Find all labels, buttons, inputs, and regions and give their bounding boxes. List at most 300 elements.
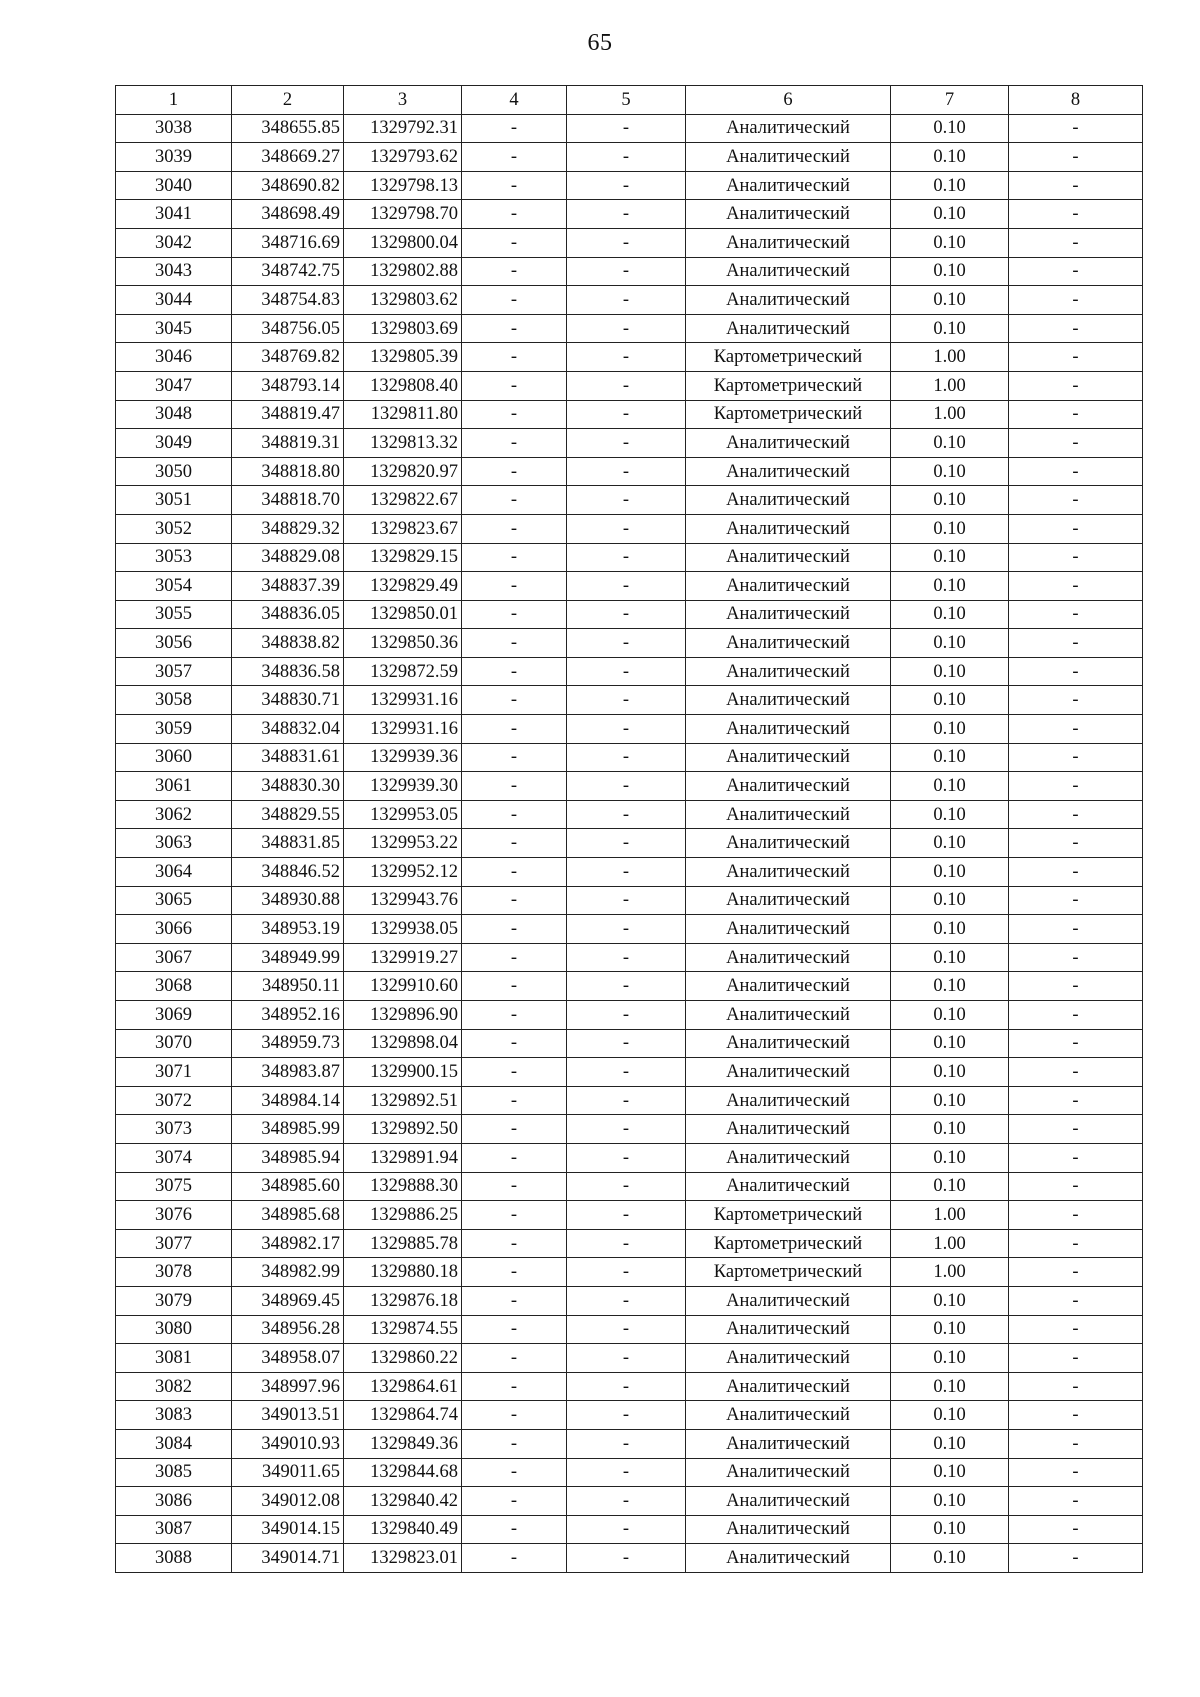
y-coordinate-cell: 1329864.74 [344, 1401, 462, 1430]
table-row [116, 371, 1143, 400]
x-coordinate-cell: 348952.16 [232, 1001, 344, 1030]
point-number-cell: 3077 [116, 1229, 232, 1258]
table-row [116, 800, 1143, 829]
column-4-cell: - [462, 772, 567, 801]
table-row [116, 1401, 1143, 1430]
column-4-cell: - [462, 600, 567, 629]
point-number-cell: 3085 [116, 1458, 232, 1487]
x-coordinate-cell: 348846.52 [232, 858, 344, 887]
table-row [116, 1143, 1143, 1172]
x-coordinate-cell: 348831.85 [232, 829, 344, 858]
y-coordinate-cell: 1329888.30 [344, 1172, 462, 1201]
accuracy-cell: 0.10 [891, 1401, 1009, 1430]
table-row [116, 286, 1143, 315]
column-4-cell: - [462, 514, 567, 543]
column-4-cell: - [462, 1115, 567, 1144]
table-row [116, 1201, 1143, 1230]
x-coordinate-cell: 348836.58 [232, 657, 344, 686]
column-4-cell: - [462, 1172, 567, 1201]
column-4-cell: - [462, 1372, 567, 1401]
column-5-cell: - [567, 1286, 686, 1315]
column-5-cell: - [567, 314, 686, 343]
column-4-cell: - [462, 1458, 567, 1487]
point-number-cell: 3054 [116, 572, 232, 601]
column-8-cell: - [1009, 743, 1143, 772]
y-coordinate-cell: 1329840.49 [344, 1515, 462, 1544]
column-8-cell: - [1009, 543, 1143, 572]
table-row [116, 629, 1143, 658]
x-coordinate-cell: 348831.61 [232, 743, 344, 772]
point-number-cell: 3057 [116, 657, 232, 686]
y-coordinate-cell: 1329792.31 [344, 114, 462, 143]
y-coordinate-cell: 1329864.61 [344, 1372, 462, 1401]
point-number-cell: 3045 [116, 314, 232, 343]
x-coordinate-cell: 349012.08 [232, 1487, 344, 1516]
point-number-cell: 3059 [116, 715, 232, 744]
table-row [116, 1487, 1143, 1516]
x-coordinate-cell: 348829.55 [232, 800, 344, 829]
accuracy-cell: 0.10 [891, 200, 1009, 229]
page-number: 65 [587, 30, 613, 56]
column-5-cell: - [567, 1258, 686, 1287]
table-row [116, 686, 1143, 715]
column-5-cell: - [567, 800, 686, 829]
y-coordinate-cell: 1329931.16 [344, 686, 462, 715]
point-number-cell: 3081 [116, 1344, 232, 1373]
point-number-cell: 3069 [116, 1001, 232, 1030]
method-cell: Аналитический [686, 657, 891, 686]
accuracy-cell: 0.10 [891, 572, 1009, 601]
column-4-cell: - [462, 1344, 567, 1373]
point-number-cell: 3065 [116, 886, 232, 915]
column-5-cell: - [567, 1086, 686, 1115]
table-row [116, 572, 1143, 601]
column-5-cell: - [567, 915, 686, 944]
y-coordinate-cell: 1329910.60 [344, 972, 462, 1001]
column-5-cell: - [567, 1401, 686, 1430]
accuracy-cell: 0.10 [891, 314, 1009, 343]
table-header-row [116, 86, 1143, 115]
method-cell: Аналитический [686, 1401, 891, 1430]
column-8-cell: - [1009, 314, 1143, 343]
column-5-cell: - [567, 772, 686, 801]
x-coordinate-cell: 349011.65 [232, 1458, 344, 1487]
accuracy-cell: 0.10 [891, 1315, 1009, 1344]
column-5-cell: - [567, 1372, 686, 1401]
y-coordinate-cell: 1329850.36 [344, 629, 462, 658]
column-8-cell: - [1009, 457, 1143, 486]
table-row [116, 886, 1143, 915]
table-row [116, 1229, 1143, 1258]
table-row [116, 1372, 1143, 1401]
table-row [116, 200, 1143, 229]
y-coordinate-cell: 1329803.69 [344, 314, 462, 343]
table-row [116, 1115, 1143, 1144]
accuracy-cell: 0.10 [891, 171, 1009, 200]
x-coordinate-cell: 348838.82 [232, 629, 344, 658]
accuracy-cell: 0.10 [891, 257, 1009, 286]
x-coordinate-cell: 348836.05 [232, 600, 344, 629]
column-8-cell: - [1009, 1544, 1143, 1573]
column-5-cell: - [567, 286, 686, 315]
column-8-cell: - [1009, 143, 1143, 172]
point-number-cell: 3076 [116, 1201, 232, 1230]
method-cell: Аналитический [686, 629, 891, 658]
y-coordinate-cell: 1329793.62 [344, 143, 462, 172]
point-number-cell: 3060 [116, 743, 232, 772]
accuracy-cell: 0.10 [891, 1058, 1009, 1087]
column-4-cell: - [462, 171, 567, 200]
column-header: 1 [116, 86, 232, 115]
accuracy-cell: 0.10 [891, 715, 1009, 744]
y-coordinate-cell: 1329900.15 [344, 1058, 462, 1087]
table-row [116, 915, 1143, 944]
y-coordinate-cell: 1329840.42 [344, 1487, 462, 1516]
point-number-cell: 3055 [116, 600, 232, 629]
column-5-cell: - [567, 886, 686, 915]
y-coordinate-cell: 1329811.80 [344, 400, 462, 429]
column-5-cell: - [567, 1029, 686, 1058]
point-number-cell: 3071 [116, 1058, 232, 1087]
y-coordinate-cell: 1329876.18 [344, 1286, 462, 1315]
x-coordinate-cell: 348818.70 [232, 486, 344, 515]
method-cell: Аналитический [686, 772, 891, 801]
method-cell: Аналитический [686, 1143, 891, 1172]
method-cell: Аналитический [686, 572, 891, 601]
column-8-cell: - [1009, 486, 1143, 515]
method-cell: Аналитический [686, 1315, 891, 1344]
table-row [116, 972, 1143, 1001]
column-8-cell: - [1009, 1058, 1143, 1087]
column-4-cell: - [462, 1001, 567, 1030]
accuracy-cell: 0.10 [891, 629, 1009, 658]
point-number-cell: 3080 [116, 1315, 232, 1344]
column-4-cell: - [462, 686, 567, 715]
accuracy-cell: 0.10 [891, 1001, 1009, 1030]
table-row [116, 114, 1143, 143]
table-row [116, 1258, 1143, 1287]
method-cell: Аналитический [686, 429, 891, 458]
column-5-cell: - [567, 1201, 686, 1230]
x-coordinate-cell: 348830.71 [232, 686, 344, 715]
point-number-cell: 3038 [116, 114, 232, 143]
column-5-cell: - [567, 972, 686, 1001]
table-row [116, 429, 1143, 458]
x-coordinate-cell: 348690.82 [232, 171, 344, 200]
accuracy-cell: 0.10 [891, 800, 1009, 829]
column-8-cell: - [1009, 171, 1143, 200]
accuracy-cell: 0.10 [891, 543, 1009, 572]
column-8-cell: - [1009, 1201, 1143, 1230]
x-coordinate-cell: 348769.82 [232, 343, 344, 372]
column-8-cell: - [1009, 200, 1143, 229]
accuracy-cell: 1.00 [891, 1201, 1009, 1230]
x-coordinate-cell: 349014.15 [232, 1515, 344, 1544]
method-cell: Картометрический [686, 371, 891, 400]
x-coordinate-cell: 348950.11 [232, 972, 344, 1001]
table-row [116, 715, 1143, 744]
table-body [116, 114, 1143, 1572]
column-8-cell: - [1009, 1172, 1143, 1201]
column-5-cell: - [567, 371, 686, 400]
accuracy-cell: 0.10 [891, 1086, 1009, 1115]
x-coordinate-cell: 348930.88 [232, 886, 344, 915]
y-coordinate-cell: 1329953.22 [344, 829, 462, 858]
column-8-cell: - [1009, 1429, 1143, 1458]
column-8-cell: - [1009, 343, 1143, 372]
accuracy-cell: 0.10 [891, 457, 1009, 486]
x-coordinate-cell: 348793.14 [232, 371, 344, 400]
point-number-cell: 3048 [116, 400, 232, 429]
accuracy-cell: 0.10 [891, 657, 1009, 686]
x-coordinate-cell: 348819.47 [232, 400, 344, 429]
method-cell: Аналитический [686, 486, 891, 515]
column-4-cell: - [462, 1429, 567, 1458]
column-4-cell: - [462, 457, 567, 486]
point-number-cell: 3074 [116, 1143, 232, 1172]
column-8-cell: - [1009, 1029, 1143, 1058]
column-8-cell: - [1009, 257, 1143, 286]
x-coordinate-cell: 348985.99 [232, 1115, 344, 1144]
point-number-cell: 3047 [116, 371, 232, 400]
y-coordinate-cell: 1329850.01 [344, 600, 462, 629]
column-4-cell: - [462, 314, 567, 343]
accuracy-cell: 0.10 [891, 915, 1009, 944]
point-number-cell: 3064 [116, 858, 232, 887]
column-4-cell: - [462, 829, 567, 858]
column-8-cell: - [1009, 1401, 1143, 1430]
y-coordinate-cell: 1329860.22 [344, 1344, 462, 1373]
x-coordinate-cell: 348829.32 [232, 514, 344, 543]
y-coordinate-cell: 1329891.94 [344, 1143, 462, 1172]
column-8-cell: - [1009, 114, 1143, 143]
table-row [116, 314, 1143, 343]
point-number-cell: 3040 [116, 171, 232, 200]
method-cell: Аналитический [686, 858, 891, 887]
column-5-cell: - [567, 1058, 686, 1087]
column-5-cell: - [567, 858, 686, 887]
y-coordinate-cell: 1329943.76 [344, 886, 462, 915]
table-row [116, 1515, 1143, 1544]
coordinates-table [115, 85, 1143, 1573]
table-row [116, 1544, 1143, 1573]
column-4-cell: - [462, 200, 567, 229]
y-coordinate-cell: 1329805.39 [344, 343, 462, 372]
column-5-cell: - [567, 1229, 686, 1258]
column-5-cell: - [567, 629, 686, 658]
x-coordinate-cell: 349013.51 [232, 1401, 344, 1430]
point-number-cell: 3042 [116, 228, 232, 257]
column-5-cell: - [567, 572, 686, 601]
accuracy-cell: 0.10 [891, 429, 1009, 458]
y-coordinate-cell: 1329892.51 [344, 1086, 462, 1115]
column-8-cell: - [1009, 858, 1143, 887]
x-coordinate-cell: 348982.99 [232, 1258, 344, 1287]
column-4-cell: - [462, 1515, 567, 1544]
table-row [116, 772, 1143, 801]
x-coordinate-cell: 348956.28 [232, 1315, 344, 1344]
point-number-cell: 3086 [116, 1487, 232, 1516]
y-coordinate-cell: 1329823.01 [344, 1544, 462, 1573]
y-coordinate-cell: 1329822.67 [344, 486, 462, 515]
point-number-cell: 3067 [116, 943, 232, 972]
accuracy-cell: 0.10 [891, 1515, 1009, 1544]
column-5-cell: - [567, 400, 686, 429]
point-number-cell: 3087 [116, 1515, 232, 1544]
column-4-cell: - [462, 371, 567, 400]
method-cell: Аналитический [686, 943, 891, 972]
method-cell: Аналитический [686, 600, 891, 629]
point-number-cell: 3044 [116, 286, 232, 315]
column-8-cell: - [1009, 400, 1143, 429]
y-coordinate-cell: 1329931.16 [344, 715, 462, 744]
y-coordinate-cell: 1329874.55 [344, 1315, 462, 1344]
y-coordinate-cell: 1329919.27 [344, 943, 462, 972]
table-row [116, 1286, 1143, 1315]
x-coordinate-cell: 348818.80 [232, 457, 344, 486]
column-8-cell: - [1009, 1143, 1143, 1172]
table-row [116, 743, 1143, 772]
column-8-cell: - [1009, 600, 1143, 629]
x-coordinate-cell: 348742.75 [232, 257, 344, 286]
accuracy-cell: 0.10 [891, 1344, 1009, 1373]
y-coordinate-cell: 1329800.04 [344, 228, 462, 257]
column-5-cell: - [567, 1001, 686, 1030]
x-coordinate-cell: 348716.69 [232, 228, 344, 257]
column-5-cell: - [567, 1515, 686, 1544]
point-number-cell: 3068 [116, 972, 232, 1001]
column-8-cell: - [1009, 1487, 1143, 1516]
x-coordinate-cell: 348953.19 [232, 915, 344, 944]
column-4-cell: - [462, 915, 567, 944]
column-5-cell: - [567, 1172, 686, 1201]
table-row [116, 143, 1143, 172]
method-cell: Аналитический [686, 171, 891, 200]
column-8-cell: - [1009, 371, 1143, 400]
y-coordinate-cell: 1329880.18 [344, 1258, 462, 1287]
column-4-cell: - [462, 943, 567, 972]
method-cell: Аналитический [686, 1344, 891, 1373]
point-number-cell: 3043 [116, 257, 232, 286]
column-5-cell: - [567, 514, 686, 543]
column-8-cell: - [1009, 572, 1143, 601]
accuracy-cell: 1.00 [891, 1258, 1009, 1287]
point-number-cell: 3073 [116, 1115, 232, 1144]
accuracy-cell: 0.10 [891, 943, 1009, 972]
column-5-cell: - [567, 114, 686, 143]
accuracy-cell: 0.10 [891, 743, 1009, 772]
y-coordinate-cell: 1329829.15 [344, 543, 462, 572]
method-cell: Аналитический [686, 1372, 891, 1401]
method-cell: Аналитический [686, 543, 891, 572]
column-5-cell: - [567, 943, 686, 972]
column-4-cell: - [462, 543, 567, 572]
point-number-cell: 3061 [116, 772, 232, 801]
y-coordinate-cell: 1329798.70 [344, 200, 462, 229]
table-row [116, 1001, 1143, 1030]
accuracy-cell: 0.10 [891, 1458, 1009, 1487]
table-row [116, 1058, 1143, 1087]
x-coordinate-cell: 348832.04 [232, 715, 344, 744]
table-row [116, 829, 1143, 858]
y-coordinate-cell: 1329798.13 [344, 171, 462, 200]
method-cell: Аналитический [686, 686, 891, 715]
point-number-cell: 3046 [116, 343, 232, 372]
accuracy-cell: 0.10 [891, 1544, 1009, 1573]
accuracy-cell: 0.10 [891, 486, 1009, 515]
method-cell: Картометрический [686, 1229, 891, 1258]
y-coordinate-cell: 1329820.97 [344, 457, 462, 486]
point-number-cell: 3053 [116, 543, 232, 572]
method-cell: Аналитический [686, 1458, 891, 1487]
method-cell: Аналитический [686, 1001, 891, 1030]
point-number-cell: 3082 [116, 1372, 232, 1401]
method-cell: Аналитический [686, 143, 891, 172]
column-5-cell: - [567, 829, 686, 858]
column-8-cell: - [1009, 915, 1143, 944]
y-coordinate-cell: 1329953.05 [344, 800, 462, 829]
method-cell: Картометрический [686, 343, 891, 372]
y-coordinate-cell: 1329886.25 [344, 1201, 462, 1230]
column-8-cell: - [1009, 657, 1143, 686]
column-5-cell: - [567, 1115, 686, 1144]
column-5-cell: - [567, 1458, 686, 1487]
accuracy-cell: 0.10 [891, 886, 1009, 915]
point-number-cell: 3052 [116, 514, 232, 543]
column-5-cell: - [567, 457, 686, 486]
y-coordinate-cell: 1329802.88 [344, 257, 462, 286]
column-4-cell: - [462, 657, 567, 686]
column-8-cell: - [1009, 286, 1143, 315]
column-5-cell: - [567, 1544, 686, 1573]
x-coordinate-cell: 348958.07 [232, 1344, 344, 1373]
table-row [116, 1458, 1143, 1487]
x-coordinate-cell: 348985.68 [232, 1201, 344, 1230]
column-8-cell: - [1009, 829, 1143, 858]
column-8-cell: - [1009, 629, 1143, 658]
point-number-cell: 3056 [116, 629, 232, 658]
point-number-cell: 3039 [116, 143, 232, 172]
method-cell: Аналитический [686, 1286, 891, 1315]
column-5-cell: - [567, 200, 686, 229]
column-4-cell: - [462, 228, 567, 257]
accuracy-cell: 0.10 [891, 143, 1009, 172]
point-number-cell: 3049 [116, 429, 232, 458]
column-5-cell: - [567, 143, 686, 172]
method-cell: Аналитический [686, 886, 891, 915]
method-cell: Аналитический [686, 314, 891, 343]
y-coordinate-cell: 1329885.78 [344, 1229, 462, 1258]
accuracy-cell: 1.00 [891, 400, 1009, 429]
column-5-cell: - [567, 486, 686, 515]
column-8-cell: - [1009, 1086, 1143, 1115]
accuracy-cell: 0.10 [891, 1172, 1009, 1201]
table-row [116, 1029, 1143, 1058]
method-cell: Аналитический [686, 1544, 891, 1573]
x-coordinate-cell: 349010.93 [232, 1429, 344, 1458]
method-cell: Аналитический [686, 915, 891, 944]
column-4-cell: - [462, 486, 567, 515]
column-header: 6 [686, 86, 891, 115]
x-coordinate-cell: 348983.87 [232, 1058, 344, 1087]
table-row [116, 1315, 1143, 1344]
column-4-cell: - [462, 1201, 567, 1230]
table-row [116, 457, 1143, 486]
column-5-cell: - [567, 686, 686, 715]
column-8-cell: - [1009, 943, 1143, 972]
y-coordinate-cell: 1329829.49 [344, 572, 462, 601]
accuracy-cell: 1.00 [891, 371, 1009, 400]
